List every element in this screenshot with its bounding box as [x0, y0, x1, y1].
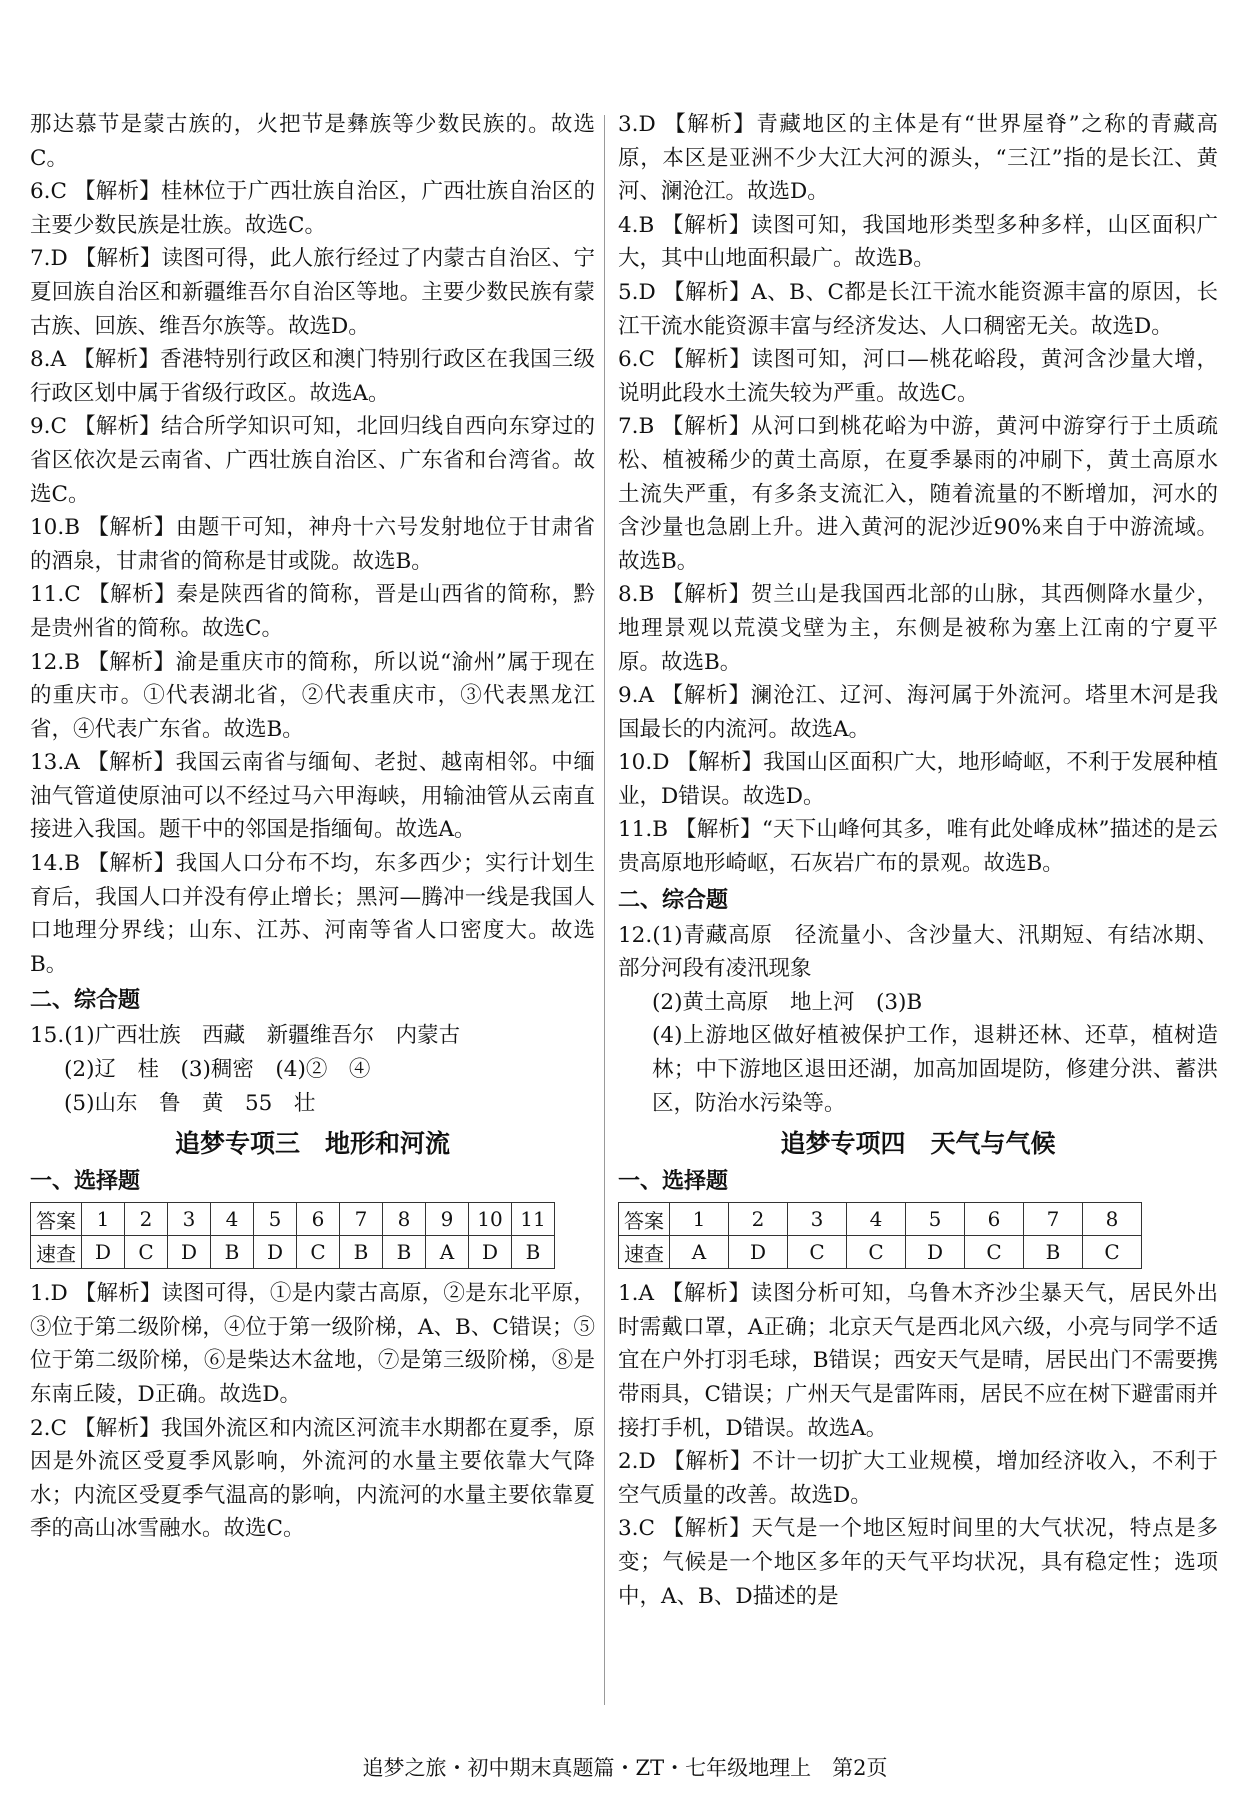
special-title-3: 追梦专项三 地形和河流 — [174, 1129, 450, 1159]
table-cell-answer: D — [82, 1236, 125, 1269]
answer-paragraph: 2.C 【解析】我国外流区和内流区河流丰水期都在夏季，原因是外流区受夏季风影响，外流河的水量主要依靠大气降水；内流区受夏季气温高的影响，内流河的水量主要依靠夏季的高山冰雪融水。故选C。 — [30, 1415, 595, 1542]
table-cell-answer: C — [297, 1236, 340, 1269]
table-cell-answer: B — [340, 1236, 383, 1269]
table-cell-answer: C — [847, 1236, 906, 1269]
answer-paragraph: 7.B 【解析】从河口到桃花峪为中游，黄河中游穿行于土质疏松、植被稀少的黄土高原，在夏季暴雨的冲刷下，黄土高原水土流失严重，有多条支流汇入，随着流量的不断增加，河水的含沙量也急剧上升。进入黄河的泥沙近90%来自于中游流域。故选B。 — [618, 414, 1218, 574]
table-row-label: 速查 — [619, 1236, 670, 1269]
table-cell-answer: A — [670, 1236, 729, 1269]
page-footer: 追梦之旅・初中期末真题篇・ZT・七年级地理上 第2页 — [362, 1756, 888, 1780]
answer-paragraph: 9.A 【解析】澜沧江、辽河、海河属于外流河。塔里木河是我国最长的内流河。故选A。 — [618, 683, 1218, 742]
q12-line-2: (2)黄土高原 地上河 (3)B — [652, 989, 923, 1015]
table-cell-answer: B — [211, 1236, 254, 1269]
table-cell-answer: D — [254, 1236, 297, 1269]
left-paragraphs-a — [30, 108, 595, 981]
q15-line-2: (2)辽 桂 (3)稠密 (4)② ④ — [64, 1057, 371, 1083]
answer-paragraph: 1.A 【解析】读图分析可知，乌鲁木齐沙尘暴天气，居民外出时需戴口罩，A正确；北京天气是西北风六级，小亮与同学不适宜在户外打羽毛球，B错误；西安天气是晴，居民出门不需要携带雨具，C错误；广州天气是雷阵雨，居民不应在树下避雷雨并接打手机，D错误。故选A。 — [618, 1281, 1218, 1441]
left-section2-heading: 二、综合题 — [30, 988, 141, 1014]
right-section2-heading: 二、综合题 — [618, 887, 729, 913]
table-cell-answer: B — [1024, 1236, 1083, 1269]
answer-paragraph: 5.D 【解析】A、B、C都是长江干流水能资源丰富的原因，长江干流水能资源丰富与经济发达、人口稠密无关。故选D。 — [618, 279, 1218, 339]
table-cell-number: 3 — [168, 1203, 211, 1236]
answer-paragraph: 6.C 【解析】桂林位于广西壮族自治区，广西壮族自治区的主要少数民族是壮族。故选C。 — [30, 179, 595, 238]
table-cell-answer: B — [383, 1236, 426, 1269]
right-paragraphs-a — [618, 108, 1218, 881]
left-column — [30, 108, 595, 1546]
answer-table-4 — [618, 1202, 1142, 1269]
table-cell-number: 6 — [965, 1203, 1024, 1236]
answer-paragraph: 14.B 【解析】我国人口分布不均，东多西少；实行计划生育后，我国人口并没有停止增长；黑河—腾冲一线是我国人口地理分界线；山东、江苏、河南等省人口密度大。故选B。 — [30, 851, 595, 977]
table-cell-answer: C — [965, 1236, 1024, 1269]
answer-paragraph: 7.D 【解析】读图可得，此人旅行经过了内蒙古自治区、宁夏回族自治区和新疆维吾尔自治区等地。主要少数民族有蒙古族、回族、维吾尔族等。故选D。 — [30, 246, 595, 339]
answer-paragraph: 13.A 【解析】我国云南省与缅甸、老挝、越南相邻。中缅油气管道使原油可以不经过马六甲海峡，用输油管从云南直接进入我国。题干中的邻国是指缅甸。故选A。 — [30, 750, 595, 843]
table-row-label: 答案 — [619, 1203, 670, 1236]
answer-paragraph: 4.B 【解析】读图可知，我国地形类型多种多样，山区面积广大，其中山地面积最广。故选B。 — [618, 212, 1218, 272]
table-cell-number: 7 — [340, 1203, 383, 1236]
table-cell-number: 6 — [297, 1203, 340, 1236]
answer-paragraph: 9.C 【解析】结合所学知识可知，北回归线自西向东穿过的省区依次是云南省、广西壮族自治区、广东省和台湾省。故选C。 — [30, 414, 595, 507]
table-cell-answer: D — [729, 1236, 788, 1269]
table-cell-number: 8 — [383, 1203, 426, 1236]
table-cell-answer: A — [426, 1236, 469, 1269]
special-title-4: 追梦专项四 天气与气候 — [780, 1129, 1056, 1159]
table-row-label: 速查 — [31, 1236, 82, 1269]
left-paragraphs-b — [30, 1277, 595, 1546]
table-cell-number: 1 — [82, 1203, 125, 1236]
table-cell-number: 10 — [469, 1203, 512, 1236]
table-cell-number: 11 — [512, 1203, 555, 1236]
q15-line-3: (5)山东 鲁 黄 55 壮 — [64, 1090, 316, 1116]
answer-paragraph: 10.B 【解析】由题干可知，神舟十六号发射地位于甘肃省的酒泉，甘肃省的简称是甘或陇。故选B。 — [30, 515, 595, 574]
table-cell-answer: D — [906, 1236, 965, 1269]
answer-paragraph: 10.D 【解析】我国山区面积广大，地形崎岖，不利于发展种植业，D错误。故选D。 — [618, 750, 1218, 809]
answer-table-3 — [30, 1202, 555, 1269]
table-cell-number: 4 — [211, 1203, 254, 1236]
table-cell-number: 8 — [1083, 1203, 1142, 1236]
answer-paragraph: 8.B 【解析】贺兰山是我国西北部的山脉，其西侧降水量少，地理景观以荒漠戈壁为主，东侧是被称为塞上江南的宁夏平原。故选B。 — [618, 582, 1218, 675]
right-column — [618, 108, 1218, 1613]
right-section1-heading: 一、选择题 — [618, 1169, 729, 1195]
answer-paragraph: 1.D 【解析】读图可得，①是内蒙古高原，②是东北平原，③位于第二级阶梯，④位于第一级阶梯，A、B、C错误；⑤位于第二级阶梯，⑥是柴达木盆地，⑦是第三级阶梯，⑧是东南丘陵，D正确。故选D。 — [30, 1281, 595, 1407]
answer-paragraph: 12.B 【解析】渝是重庆市的简称，所以说“渝州”属于现在的重庆市。①代表湖北省，②代表重庆市，③代表黑龙江省，④代表广东省。故选B。 — [30, 649, 595, 742]
q15-line-1: 15.(1)广西壮族 西藏 新疆维吾尔 内蒙古 — [30, 1023, 461, 1049]
answer-paragraph: 6.C 【解析】读图可知，河口—桃花峪段，黄河含沙量大增，说明此段水土流失较为严重。故选C。 — [618, 347, 1218, 406]
table-cell-answer: B — [512, 1236, 555, 1269]
q12-line-1: 12.(1)青藏高原 径流量小、含沙量大、汛期短、有结冰期、部分河段有凌汛现象 — [618, 922, 1218, 982]
table-cell-number: 2 — [729, 1203, 788, 1236]
table-cell-number: 2 — [125, 1203, 168, 1236]
table-cell-answer: D — [168, 1236, 211, 1269]
answer-paragraph: 8.A 【解析】香港特别行政区和澳门特别行政区在我国三级行政区划中属于省级行政区。故选A。 — [30, 347, 595, 406]
table-row-label: 答案 — [31, 1203, 82, 1236]
answer-paragraph: 那达慕节是蒙古族的，火把节是彝族等少数民族的。故选C。 — [30, 112, 595, 171]
left-section1-heading: 一、选择题 — [30, 1169, 141, 1195]
table-cell-answer: C — [788, 1236, 847, 1269]
table-cell-number: 1 — [670, 1203, 729, 1236]
table-cell-number: 5 — [254, 1203, 297, 1236]
table-cell-answer: D — [469, 1236, 512, 1269]
column-divider — [604, 115, 605, 1705]
table-cell-number: 5 — [906, 1203, 965, 1236]
right-paragraphs-b — [618, 1277, 1218, 1613]
answer-paragraph: 11.C 【解析】秦是陕西省的简称，晋是山西省的简称，黔是贵州省的简称。故选C。 — [30, 582, 595, 641]
answer-paragraph: 3.C 【解析】天气是一个地区短时间里的大气状况，特点是多变；气候是一个地区多年的天气平均状况，具有稳定性；选项中，A、B、D描述的是 — [618, 1516, 1218, 1609]
table-cell-number: 3 — [788, 1203, 847, 1236]
table-cell-answer: C — [125, 1236, 168, 1269]
q12-line-3: (4)上游地区做好植被保护工作，退耕还林、还草，植树造林；中下游地区退田还湖，加高加固堤防，修建分洪、蓄洪区，防治水污染等。 — [652, 1023, 1218, 1116]
answer-paragraph: 3.D 【解析】青藏地区的主体是有“世界屋脊”之称的青藏高原，本区是亚洲不少大江大河的源头，“三江”指的是长江、黄河、澜沧江。故选D。 — [618, 112, 1218, 205]
table-cell-number: 9 — [426, 1203, 469, 1236]
table-cell-answer: C — [1083, 1236, 1142, 1269]
answer-paragraph: 2.D 【解析】不计一切扩大工业规模，增加经济收入，不利于空气质量的改善。故选D。 — [618, 1449, 1218, 1508]
table-cell-number: 7 — [1024, 1203, 1083, 1236]
table-cell-number: 4 — [847, 1203, 906, 1236]
answer-paragraph: 11.B 【解析】“天下山峰何其多，唯有此处峰成林”描述的是云贵高原地形崎岖，石灰岩广布的景观。故选B。 — [618, 817, 1218, 877]
